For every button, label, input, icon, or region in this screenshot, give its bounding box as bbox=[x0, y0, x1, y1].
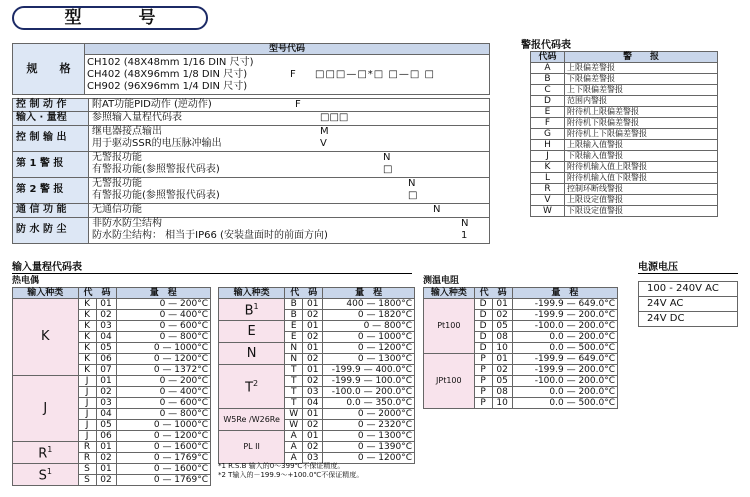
range-code-num: 01 bbox=[96, 376, 116, 387]
range-code-letter: P bbox=[474, 376, 492, 387]
range-type-cell bbox=[424, 354, 475, 409]
range-row bbox=[13, 442, 211, 453]
range-range-header: 量 程 bbox=[323, 288, 415, 299]
range-code-letter: T bbox=[285, 398, 303, 409]
model-row-code: N bbox=[461, 218, 469, 229]
range-row bbox=[13, 376, 211, 387]
range-value: 0 — 1769°C bbox=[116, 453, 210, 464]
range-code-letter: J bbox=[78, 431, 96, 442]
range-code-num: 03 bbox=[303, 453, 323, 464]
alarm-code: A bbox=[531, 63, 565, 74]
range-value: 0 — 1200°C bbox=[323, 453, 415, 464]
range-type-note: 1 bbox=[47, 445, 53, 455]
range-type-cell bbox=[219, 343, 285, 365]
alarm-code: W bbox=[531, 206, 565, 217]
range-code-num: 06 bbox=[96, 431, 116, 442]
range-code-num: 04 bbox=[96, 409, 116, 420]
alarm-row bbox=[531, 74, 718, 85]
range-code-letter: J bbox=[78, 409, 96, 420]
alarm-name: 范围内警报 bbox=[565, 96, 718, 107]
range-code-letter: D bbox=[474, 299, 492, 310]
range-row bbox=[219, 299, 415, 310]
range-code-num: 05 bbox=[492, 321, 512, 332]
alarm-row bbox=[531, 162, 718, 173]
range-row bbox=[219, 431, 415, 442]
alarm-title: 警报代码表 bbox=[521, 40, 571, 51]
range-code-num: 02 bbox=[303, 354, 323, 365]
power-table bbox=[638, 281, 738, 327]
range-type-cell bbox=[13, 464, 79, 486]
model-row-label: 输入 · 量程 bbox=[13, 112, 89, 125]
range-code-num: 01 bbox=[96, 442, 116, 453]
alarm-name: 上限偏差警报 bbox=[565, 63, 718, 74]
range-code-header: 代 码 bbox=[78, 288, 116, 299]
range-code-letter: K bbox=[78, 365, 96, 376]
model-row-code: □□□ bbox=[320, 112, 349, 123]
range-value: -199.9 — 649.0°C bbox=[512, 354, 617, 365]
alarm-code: B bbox=[531, 74, 565, 85]
range-code-letter: J bbox=[78, 376, 96, 387]
alarm-name: 下限设定值警报 bbox=[565, 206, 718, 217]
range-type-name: JPt100 bbox=[436, 376, 462, 385]
alarm-name: 附待机上限偏差警报 bbox=[565, 107, 718, 118]
range-row bbox=[219, 321, 415, 332]
alarm-row bbox=[531, 195, 718, 206]
range-code-letter: J bbox=[78, 387, 96, 398]
range-value: 0 — 800°C bbox=[323, 321, 415, 332]
alarm-code: H bbox=[531, 140, 565, 151]
alarm-row bbox=[531, 96, 718, 107]
range-header-row bbox=[13, 288, 211, 299]
range-code-num: 02 bbox=[492, 365, 512, 376]
alarm-row bbox=[531, 173, 718, 184]
range-code-num: 01 bbox=[96, 464, 116, 475]
model-row-text: 无警报功能 bbox=[92, 178, 142, 189]
range-type-note: 1 bbox=[46, 467, 52, 477]
range-code-num: 05 bbox=[96, 420, 116, 431]
range-type-name: B bbox=[244, 303, 254, 319]
power-item: 24V DC bbox=[639, 312, 738, 327]
range-code-letter: E bbox=[285, 332, 303, 343]
range-value: -100.0 — 200.0°C bbox=[323, 387, 415, 398]
alarm-row bbox=[531, 85, 718, 96]
range-code-num: 03 bbox=[96, 321, 116, 332]
range-code-letter: N bbox=[285, 354, 303, 365]
range-type-name: R bbox=[38, 446, 48, 462]
spec-line: CH902 (96X96mm 1/4 DIN 尺寸) bbox=[87, 80, 248, 92]
range-code-num: 10 bbox=[492, 343, 512, 354]
range-code-num: 07 bbox=[96, 365, 116, 376]
range-code-letter: T bbox=[285, 376, 303, 387]
range-code-num: 05 bbox=[492, 376, 512, 387]
range-code-num: 02 bbox=[96, 475, 116, 486]
spec-line: CH402 (48X96mm 1/8 DIN 尺寸) bbox=[87, 68, 248, 80]
alarm-name: 上限设定值警报 bbox=[565, 195, 718, 206]
range-value: 0 — 600°C bbox=[116, 321, 210, 332]
range-value: 0 — 400°C bbox=[116, 387, 210, 398]
range-value: -100.0 — 200.0°C bbox=[512, 321, 617, 332]
range-value: 0 — 200°C bbox=[116, 376, 210, 387]
alarm-code: E bbox=[531, 107, 565, 118]
range-type-cell bbox=[13, 442, 79, 464]
range-value: 0 — 800°C bbox=[116, 332, 210, 343]
model-row bbox=[12, 152, 490, 178]
range-code-num: 01 bbox=[492, 299, 512, 310]
range-type-cell bbox=[219, 431, 285, 464]
alarm-code: F bbox=[531, 118, 565, 129]
spec-label: 规 格 bbox=[13, 44, 85, 95]
alarm-row bbox=[531, 129, 718, 140]
range-row bbox=[219, 343, 415, 354]
range-code-num: 02 bbox=[303, 310, 323, 321]
range-type-note: 1 bbox=[253, 302, 259, 312]
alarm-name: 上下限偏差警报 bbox=[565, 85, 718, 96]
range-code-letter: K bbox=[78, 310, 96, 321]
range-header-row bbox=[219, 288, 415, 299]
range-type-header: 输入种类 bbox=[424, 288, 475, 299]
model-row-text: 参照输入量程代码表 bbox=[92, 112, 182, 123]
range-code-letter: K bbox=[78, 343, 96, 354]
range-type-name: W5Re /W26Re bbox=[223, 414, 280, 424]
range-code-num: 02 bbox=[96, 310, 116, 321]
model-row-label: 控 制 动 作 bbox=[13, 99, 89, 111]
range-code-num: 02 bbox=[96, 387, 116, 398]
range-value: -199.9 — 200.0°C bbox=[512, 310, 617, 321]
range-type-cell bbox=[219, 321, 285, 343]
model-row bbox=[12, 204, 490, 218]
footnote-2: *2 T输入的－199.9～+100.0℃不保证精度。 bbox=[218, 471, 364, 479]
range-code-num: 02 bbox=[303, 332, 323, 343]
range-row bbox=[424, 299, 618, 310]
range-type-cell bbox=[13, 376, 79, 442]
range-value: -199.9 — 649.0°C bbox=[512, 299, 617, 310]
range-value: 400 — 1800°C bbox=[323, 299, 415, 310]
range-type-name: J bbox=[43, 400, 48, 416]
range-code-letter: T bbox=[285, 365, 303, 376]
range-code-num: 02 bbox=[492, 310, 512, 321]
range-value: 0 — 1000°C bbox=[116, 343, 210, 354]
model-row-text: 用于驱动SSR的电压脉冲输出 bbox=[92, 138, 222, 149]
range-code-num: 05 bbox=[96, 343, 116, 354]
range-type-cell bbox=[219, 365, 285, 409]
model-row-code: F bbox=[295, 99, 301, 110]
range-value: 0 — 1300°C bbox=[323, 354, 415, 365]
model-row-code: N bbox=[408, 178, 416, 189]
range-code-num: 01 bbox=[96, 299, 116, 310]
range-value: 0.0 — 200.0°C bbox=[512, 332, 617, 343]
model-row-text: 无通信功能 bbox=[92, 204, 142, 215]
range-value: 0.0 — 500.0°C bbox=[512, 343, 617, 354]
range-value: 0 — 1000°C bbox=[323, 332, 415, 343]
power-item: 24V AC bbox=[639, 297, 738, 312]
alarm-row bbox=[531, 107, 718, 118]
range-type-cell bbox=[219, 299, 285, 321]
range-title: 输入量程代码表 bbox=[12, 258, 412, 274]
range-code-letter: J bbox=[78, 420, 96, 431]
range-value: 0.0 — 350.0°C bbox=[323, 398, 415, 409]
range-code-num: 08 bbox=[492, 332, 512, 343]
alarm-row bbox=[531, 184, 718, 195]
range-code-header: 代 码 bbox=[474, 288, 512, 299]
range-code-letter: B bbox=[285, 310, 303, 321]
range-code-num: 03 bbox=[96, 398, 116, 409]
range-code-num: 01 bbox=[303, 365, 323, 376]
model-row-text: 有警报功能(参照警报代码表) bbox=[92, 190, 220, 201]
model-row-text: 有警报功能(参照警报代码表) bbox=[92, 164, 220, 175]
model-row bbox=[12, 178, 490, 204]
range-code-letter: A bbox=[285, 442, 303, 453]
code-header: 型号代码 bbox=[85, 44, 490, 55]
range-code-letter: P bbox=[474, 398, 492, 409]
range-code-num: 02 bbox=[303, 376, 323, 387]
power-item: 100 - 240V AC bbox=[639, 282, 738, 297]
range-type-name: PL II bbox=[243, 442, 260, 451]
alarm-row bbox=[531, 118, 718, 129]
model-row-label: 通 信 功 能 bbox=[13, 204, 89, 217]
alarm-name: 附待机输入值上限警报 bbox=[565, 162, 718, 173]
range-type-note: 2 bbox=[253, 379, 259, 389]
alarm-row bbox=[531, 206, 718, 217]
range-value: 0.0 — 200.0°C bbox=[512, 387, 617, 398]
range-code-header: 代 码 bbox=[285, 288, 323, 299]
range-type-name: N bbox=[246, 345, 257, 361]
range-table-3 bbox=[423, 287, 618, 409]
range-code-letter: D bbox=[474, 332, 492, 343]
range-code-num: 01 bbox=[303, 299, 323, 310]
alarm-name: 控制环断线警报 bbox=[565, 184, 718, 195]
range-value: 0 — 1600°C bbox=[116, 442, 210, 453]
range-type-cell bbox=[13, 299, 79, 376]
range-code-num: 01 bbox=[303, 321, 323, 332]
alarm-name: 下限偏差警报 bbox=[565, 74, 718, 85]
range-code-letter: P bbox=[474, 365, 492, 376]
alarm-row bbox=[531, 140, 718, 151]
footnote-1: *1 R.S.B 输入的0～399℃不保证精度。 bbox=[218, 462, 345, 470]
range-table-1 bbox=[12, 287, 211, 486]
model-row bbox=[12, 98, 490, 112]
range-code-letter: D bbox=[474, 310, 492, 321]
range-code-letter: W bbox=[285, 409, 303, 420]
range-code-num: 02 bbox=[303, 420, 323, 431]
range-code-num: 04 bbox=[303, 398, 323, 409]
range-code-num: 08 bbox=[492, 387, 512, 398]
range-code-num: 10 bbox=[492, 398, 512, 409]
range-value: 0 — 1600°C bbox=[116, 464, 210, 475]
model-row bbox=[12, 126, 490, 152]
range-code-letter: N bbox=[285, 343, 303, 354]
range-value: 0 — 2000°C bbox=[323, 409, 415, 420]
alarm-code: V bbox=[531, 195, 565, 206]
model-row-text: 继电器接点输出 bbox=[92, 126, 162, 137]
range-value: 0 — 1390°C bbox=[323, 442, 415, 453]
range-type-name: S bbox=[38, 468, 47, 484]
spec-line: CH102 (48X48mm 1/16 DIN 尺寸) bbox=[87, 56, 254, 68]
range-code-letter: K bbox=[78, 299, 96, 310]
range-code-num: 03 bbox=[303, 387, 323, 398]
range-value: 0 — 1000°C bbox=[116, 420, 210, 431]
range-value: -100.0 — 200.0°C bbox=[512, 376, 617, 387]
range-code-num: 02 bbox=[303, 442, 323, 453]
range-value: 0 — 1300°C bbox=[323, 431, 415, 442]
range-code-letter: R bbox=[78, 453, 96, 464]
range-code-letter: P bbox=[474, 354, 492, 365]
alarm-code: L bbox=[531, 173, 565, 184]
model-row-code: 1 bbox=[461, 230, 468, 241]
range-range-header: 量 程 bbox=[512, 288, 617, 299]
range-code-num: 04 bbox=[96, 332, 116, 343]
range-value: 0 — 2320°C bbox=[323, 420, 415, 431]
range-row bbox=[219, 409, 415, 420]
alarm-code: K bbox=[531, 162, 565, 173]
alarm-row bbox=[531, 151, 718, 162]
range-code-letter: R bbox=[78, 442, 96, 453]
range-code-letter: S bbox=[78, 475, 96, 486]
range-code-num: 06 bbox=[96, 354, 116, 365]
alarm-code: D bbox=[531, 96, 565, 107]
model-row-code: N bbox=[383, 152, 391, 163]
range-row bbox=[424, 354, 618, 365]
alarm-table bbox=[530, 51, 718, 217]
model-row-text: 非防水防尘结构 bbox=[92, 218, 162, 229]
range-row bbox=[13, 299, 211, 310]
model-row-code: N bbox=[433, 204, 441, 215]
alarm-code: C bbox=[531, 85, 565, 96]
range-code-letter: A bbox=[285, 431, 303, 442]
range-row bbox=[219, 365, 415, 376]
range-code-letter: S bbox=[78, 464, 96, 475]
range-row bbox=[13, 464, 211, 475]
f-mark: F bbox=[290, 69, 296, 80]
range-value: -199.9 — 200.0°C bbox=[512, 365, 617, 376]
range-type-header: 输入种类 bbox=[219, 288, 285, 299]
range-header-row bbox=[424, 288, 618, 299]
range-code-num: 01 bbox=[303, 409, 323, 420]
range-code-letter: D bbox=[474, 343, 492, 354]
alarm-name-header: 警 报 bbox=[565, 52, 718, 63]
range-table-2 bbox=[218, 287, 415, 464]
model-row-text: 无警报功能 bbox=[92, 152, 142, 163]
range-value: 0 — 800°C bbox=[116, 409, 210, 420]
alarm-name: 下限输入值警报 bbox=[565, 151, 718, 162]
model-row-label: 第 2 警 报 bbox=[13, 178, 89, 203]
range-range-header: 量 程 bbox=[116, 288, 210, 299]
model-row bbox=[12, 112, 490, 126]
range-value: 0 — 600°C bbox=[116, 398, 210, 409]
power-title: 电源电压 bbox=[638, 258, 738, 274]
model-row-label: 控 制 输 出 bbox=[13, 126, 89, 151]
range-code-letter: W bbox=[285, 420, 303, 431]
range-type-cell bbox=[424, 299, 475, 354]
model-row-code: □ bbox=[383, 164, 393, 175]
alarm-code: R bbox=[531, 184, 565, 195]
alarm-code: J bbox=[531, 151, 565, 162]
range-value: 0 — 1769°C bbox=[116, 475, 210, 486]
model-row-label: 防 水 防 尘 bbox=[13, 218, 89, 243]
range-code-num: 01 bbox=[303, 343, 323, 354]
page-title: 型 号 bbox=[12, 6, 208, 30]
range-code-letter: J bbox=[78, 398, 96, 409]
range-value: -199.9 — 100.0°C bbox=[323, 376, 415, 387]
alarm-row bbox=[531, 63, 718, 74]
model-row-code: □ bbox=[408, 190, 418, 201]
tc-title: 热电偶 bbox=[12, 276, 40, 286]
range-code-letter: K bbox=[78, 354, 96, 365]
range-code-letter: P bbox=[474, 387, 492, 398]
alarm-name: 附待机上下限偏差警报 bbox=[565, 129, 718, 140]
range-type-name: K bbox=[40, 329, 50, 344]
range-code-letter: K bbox=[78, 321, 96, 332]
range-value: 0 — 200°C bbox=[116, 299, 210, 310]
alarm-code-header: 代码 bbox=[531, 52, 565, 63]
model-row-code: M bbox=[320, 126, 329, 137]
range-code-num: 01 bbox=[492, 354, 512, 365]
range-type-header: 输入种类 bbox=[13, 288, 79, 299]
model-row bbox=[12, 218, 490, 244]
range-code-num: 02 bbox=[96, 453, 116, 464]
code-pattern: □□□—□*□ □—□ □ bbox=[315, 69, 435, 80]
rtd-title: 测温电阻 bbox=[423, 276, 460, 286]
range-code-letter: B bbox=[285, 299, 303, 310]
range-code-letter: A bbox=[285, 453, 303, 464]
model-row-code: V bbox=[320, 138, 327, 149]
range-value: -199.9 — 400.0°C bbox=[323, 365, 415, 376]
alarm-name: 上限输入值警报 bbox=[565, 140, 718, 151]
model-code-table bbox=[12, 43, 490, 95]
alarm-code: G bbox=[531, 129, 565, 140]
range-code-num: 01 bbox=[303, 431, 323, 442]
model-row-label: 第 1 警 报 bbox=[13, 152, 89, 177]
range-type-name: Pt100 bbox=[437, 321, 461, 330]
model-row-text: 防水防尘结构： 相当于IP66 (安装盘面时的前面方向) bbox=[92, 230, 328, 241]
range-code-letter: K bbox=[78, 332, 96, 343]
range-code-letter: T bbox=[285, 387, 303, 398]
model-row-text: 附AT功能PID动作 (逆动作) bbox=[92, 99, 212, 110]
range-type-cell bbox=[219, 409, 285, 431]
range-value: 0.0 — 500.0°C bbox=[512, 398, 617, 409]
range-value: 0 — 400°C bbox=[116, 310, 210, 321]
alarm-name: 附待机下限偏差警报 bbox=[565, 118, 718, 129]
range-type-name: E bbox=[247, 323, 256, 339]
range-value: 0 — 1200°C bbox=[116, 431, 210, 442]
range-value: 0 — 1372°C bbox=[116, 365, 210, 376]
range-value: 0 — 1820°C bbox=[323, 310, 415, 321]
range-code-letter: E bbox=[285, 321, 303, 332]
alarm-name: 附待机输入值下限警报 bbox=[565, 173, 718, 184]
range-type-name: T bbox=[245, 380, 254, 396]
range-code-letter: D bbox=[474, 321, 492, 332]
range-value: 0 — 1200°C bbox=[116, 354, 210, 365]
range-value: 0 — 1200°C bbox=[323, 343, 415, 354]
